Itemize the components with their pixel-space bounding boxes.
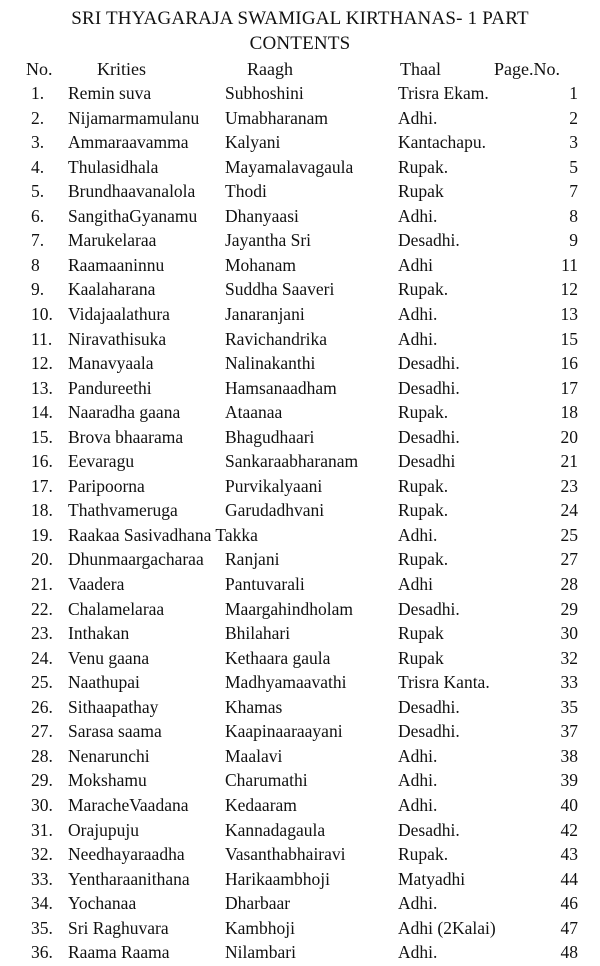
thaal-name: Desadhi. [398,819,460,840]
kriti-name: Sithaapathay [68,696,159,717]
table-row [0,869,600,893]
thaal-name: Desadhi. [398,353,460,374]
raagh-name: Sankaraabharanam [225,451,359,472]
page-number: 44 [560,868,578,889]
row-number: 21. [31,574,53,594]
kriti-name: Kaalaharana [68,279,156,300]
page-number: 25 [560,524,578,545]
row-number: 33. [31,868,53,889]
kriti-name: Inthakan [68,623,130,644]
table-row [0,820,600,844]
raagh-name: Charumathi [225,770,308,791]
thaal-name: Adhi. [398,770,438,791]
raagh-name: Ranjani [225,549,280,570]
thaal-name: Adhi. [398,745,438,766]
thaal-name: Adhi. [398,107,438,128]
row-number: 18. [31,500,53,521]
raagh-name: Purvikalyaani [225,475,323,496]
kriti-name: Orajupuju [68,819,139,840]
table-row [0,451,600,475]
header-no: No. [26,59,53,79]
row-number: 17. [31,475,53,496]
row-number: 24. [31,647,53,668]
kriti-name: Naathupai [68,672,140,693]
kriti-name: Thulasidhala [68,156,159,177]
raagh-name: Bhilahari [225,623,291,644]
table-row [0,746,600,770]
kriti-name: MaracheVaadana [68,794,189,815]
table-row [0,402,600,426]
kriti-name: Marukelaraa [68,230,157,251]
thaal-name: Rupak. [398,844,449,865]
thaal-name: Desadhi. [398,721,460,742]
raagh-name: Ravichandrika [225,328,328,349]
row-number: 23. [31,623,53,644]
page-number: 28 [560,574,578,594]
page-number: 16 [560,353,578,374]
header-raagh: Raagh [247,59,293,79]
page-number: 13 [560,303,578,324]
row-number: 14. [31,402,53,423]
thaal-name: Adhi. [398,893,438,914]
page-number: 11 [561,254,578,275]
raagh-name: Mayamalavagaula [225,156,354,177]
row-number: 2. [31,107,45,128]
row-number: 19. [31,524,53,545]
thaal-name: Desadhi [398,451,456,472]
table-row [0,648,600,672]
kriti-name: Brova bhaarama [68,426,184,447]
page-number: 7 [569,181,578,202]
page-number: 17 [560,377,578,398]
table-row [0,108,600,132]
table-row [0,304,600,328]
row-number: 13. [31,377,53,398]
page-number: 39 [560,770,578,791]
page-number: 33 [560,672,578,693]
row-number: 29. [31,770,53,791]
kriti-name: Nenarunchi [68,745,150,766]
kriti-name: Venu gaana [68,647,150,668]
row-number: 26. [31,696,53,717]
page-number: 9 [569,230,578,251]
thaal-name: Rupak [398,181,444,202]
table-row [0,844,600,868]
table-row [0,83,600,107]
table-row [0,181,600,205]
page-number: 24 [560,500,578,521]
thaal-name: Adhi. [398,205,438,226]
row-number: 9. [31,279,45,300]
table-row [0,255,600,279]
kriti-name: Vidajaalathura [68,303,170,324]
row-number: 36. [31,942,53,963]
row-number: 5. [31,181,45,202]
page-number: 48 [560,942,578,963]
page-number: 12 [560,279,578,300]
table-row [0,329,600,353]
row-number: 25. [31,672,53,693]
raagh-name: Mohanam [225,254,296,275]
page-number: 35 [560,696,578,717]
page-number: 5 [569,156,578,177]
page-number: 2 [569,107,578,128]
kriti-name: Brundhaavanalola [68,181,196,202]
table-row [0,525,600,549]
table-row [0,918,600,942]
raagh-name: Subhoshini [225,83,304,103]
kriti-name: Manavyaala [68,353,154,374]
raagh-name: Madhyamaavathi [225,672,347,693]
thaal-name: Rupak. [398,402,449,423]
kriti-name: Naaradha gaana [68,402,181,423]
raagh-name: Ataanaa [225,402,283,423]
row-number: 22. [31,598,53,619]
raagh-name: Thodi [225,181,267,202]
raagh-name: Maargahindholam [225,598,353,619]
table-row [0,770,600,794]
raagh-name: Pantuvarali [225,574,305,594]
raagh-name: Khamas [225,696,283,717]
thaal-name: Rupak. [398,475,449,496]
document-title: SRI THYAGARAJA SWAMIGAL KIRTHANAS- 1 PART [71,8,529,29]
table-row [0,697,600,721]
raagh-name: Garudadhvani [225,500,325,521]
thaal-name: Rupak [398,623,444,644]
page-number: 27 [560,549,578,570]
raagh-name: Hamsanaadham [225,377,337,398]
page-number: 18 [560,402,578,423]
kriti-name: Yochanaa [68,893,137,914]
table-row [0,893,600,917]
table-row [0,279,600,303]
table-row [0,378,600,402]
table-row [0,427,600,451]
thaal-name: Adhi. [398,328,438,349]
table-row [0,574,600,598]
table-row [0,623,600,647]
table-row [0,672,600,696]
row-number: 30. [31,794,53,815]
kriti-name: Ammaraavamma [68,132,189,153]
kriti-name: Nijamarmamulanu [68,107,200,128]
thaal-name: Rupak [398,647,444,668]
page-number: 40 [560,794,578,815]
thaal-name: Adhi [398,254,433,275]
page-number: 37 [560,721,578,742]
page-number: 20 [560,426,578,447]
table-row [0,353,600,377]
raagh-name: Dharbaar [225,893,291,914]
page-number: 47 [560,917,578,938]
kriti-name: Paripoorna [68,475,145,496]
header-krities: Krities [97,59,146,79]
table-row [0,500,600,524]
kriti-name: Yentharaanithana [68,868,190,889]
page-number: 1 [569,83,578,103]
kriti-name: Eevaragu [68,451,135,472]
row-number: 28. [31,745,53,766]
page-number: 23 [560,475,578,496]
thaal-name: Matyadhi [398,868,466,889]
table-row [0,599,600,623]
header-page-no: Page.No. [494,59,560,79]
thaal-name: Desadhi. [398,377,460,398]
kriti-name: Thathvameruga [68,500,178,521]
thaal-name: Rupak. [398,156,449,177]
thaal-name: Adhi. [398,942,438,963]
kriti-name: Raamaaninnu [68,254,165,275]
table-row [0,157,600,181]
raagh-name: Bhagudhaari [225,426,315,447]
kriti-name: Raama Raama [68,942,170,963]
page-number: 30 [560,623,578,644]
kriti-name: Sarasa saama [68,721,162,742]
thaal-name: Rupak. [398,279,449,300]
row-number: 10. [31,303,53,324]
raagh-name: Kambhoji [225,917,295,938]
kriti-name: Needhayaraadha [68,844,185,865]
table-row [0,132,600,156]
row-number: 35. [31,917,53,938]
row-number: 16. [31,451,53,472]
row-number: 1. [31,83,45,103]
thaal-name: Rupak. [398,549,449,570]
raagh-name: Dhanyaasi [225,205,299,226]
kriti-name: Pandureethi [68,377,152,398]
thaal-name: Trisra Kanta. [398,672,490,693]
thaal-name: Rupak. [398,500,449,521]
kriti-name: Chalamelaraa [68,598,165,619]
row-number: 27. [31,721,53,742]
row-number: 34. [31,893,53,914]
kriti-name: Remin suva [68,83,152,103]
table-row [0,230,600,254]
page-number: 32 [560,647,578,668]
raagh-name: Kannadagaula [225,819,326,840]
row-number: 32. [31,844,53,865]
kriti-name: Vaadera [68,574,125,594]
header-thaal: Thaal [400,59,441,79]
row-number: 11. [31,328,53,349]
table-row [0,206,600,230]
thaal-name: Adhi. [398,303,438,324]
thaal-name: Desadhi. [398,426,460,447]
table-row [0,721,600,745]
thaal-name: Desadhi. [398,598,460,619]
kriti-name: Niravathisuka [68,328,167,349]
thaal-name: Desadhi. [398,230,460,251]
table-row [0,942,600,966]
page-number: 42 [560,819,578,840]
page-number: 8 [569,205,578,226]
kriti-name: Raakaa Sasivadhana Takka [68,524,258,545]
thaal-name: Adhi [398,574,433,594]
table-row [0,549,600,573]
raagh-name: Umabharanam [225,107,329,128]
page-number: 29 [560,598,578,619]
thaal-name: Adhi (2Kalai) [398,917,496,938]
page-number: 21 [560,451,578,472]
row-number: 3. [31,132,45,153]
thaal-name: Kantachapu. [398,132,486,153]
document-subtitle: CONTENTS [249,33,351,54]
thaal-name: Trisra Ekam. [398,83,489,103]
kriti-name: SangithaGyanamu [68,205,198,226]
raagh-name: Maalavi [225,745,283,766]
raagh-name: Kethaara gaula [225,647,331,668]
kriti-name: Sri Raghuvara [68,917,169,938]
thaal-name: Adhi. [398,794,438,815]
raagh-name: Kalyani [225,132,281,153]
row-number: 4. [31,156,45,177]
page-number: 15 [560,328,578,349]
table-row [0,795,600,819]
page-number: 46 [560,893,578,914]
thaal-name: Desadhi. [398,696,460,717]
raagh-name: Kaapinaaraayani [225,721,343,742]
table-row [0,476,600,500]
row-number: 12. [31,353,53,374]
raagh-name: Kedaaram [225,794,297,815]
raagh-name: Harikaambhoji [225,868,330,889]
thaal-name: Adhi. [398,524,438,545]
page-number: 3 [569,132,578,153]
row-number: 15. [31,426,53,447]
raagh-name: Jayantha Sri [225,230,312,251]
row-number: 7. [31,230,45,251]
raagh-name: Janaranjani [225,303,305,324]
row-number: 31. [31,819,53,840]
raagh-name: Nalinakanthi [225,353,316,374]
page-number: 43 [560,844,578,865]
raagh-name: Vasanthabhairavi [225,844,346,865]
row-number: 20. [31,549,53,570]
raagh-name: Nilambari [225,942,296,963]
row-number: 6. [31,205,45,226]
page-number: 38 [560,745,578,766]
row-number: 8 [31,254,40,275]
kriti-name: Dhunmaargacharaa [68,549,204,570]
kriti-name: Mokshamu [68,770,147,791]
raagh-name: Suddha Saaveri [225,279,335,300]
